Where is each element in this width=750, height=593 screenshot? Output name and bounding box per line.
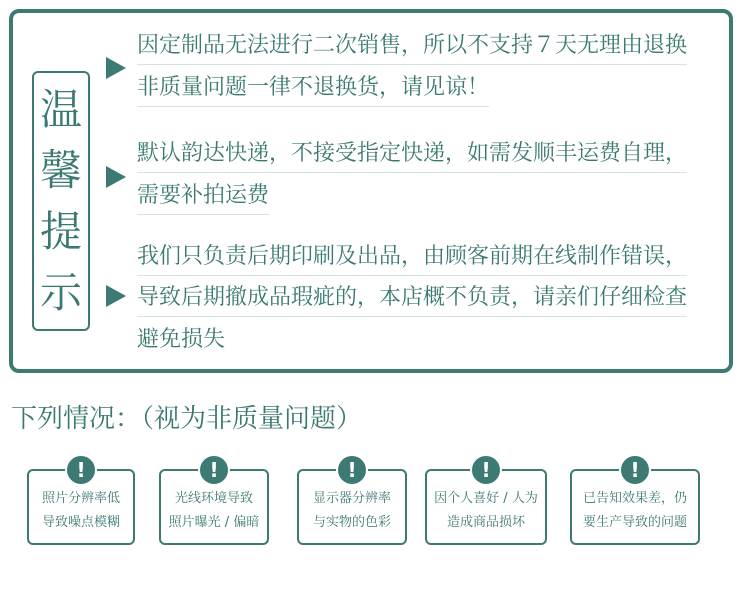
alert-icon: ! [336,454,368,486]
exception-card-line: 因个人喜好 / 人为 [434,491,538,506]
exception-card [159,458,269,545]
exception-card-line: 导致噪点模糊 [41,515,120,530]
alert-icon: ! [470,454,502,486]
notice-item-2-line-2: 需要补拍运费 [137,183,269,215]
notice-item-3-line-2: 导致后期撤成品瑕疵的，本店概不负责，请亲们仔细检查 [137,285,687,317]
exception-card-line: 显示器分辨率 [312,491,391,506]
exception-card [570,458,700,545]
exception-card [425,458,547,545]
notice-item-3-line-3: 避免损失 [137,327,226,352]
exception-card [27,458,135,545]
exceptions-heading: 下列情况：（视为非质量问题） [11,404,363,434]
alert-icon: ! [619,454,651,486]
notice-item-2-line-1: 默认韵达快递，不接受指定快递，如需发顺丰运费自理， [137,141,687,173]
alert-icon: ! [198,454,230,486]
triangle-bullet-icon [106,57,126,79]
exception-card-line: 光线环境导致 [174,491,253,506]
notice-title-box [32,71,90,331]
notice-title-char: 提 [39,206,82,256]
alert-icon: ! [65,454,97,486]
notice-item-1-line-2: 非质量问题一律不退换货，请见谅！ [137,75,489,107]
exception-card-line: 照片分辨率低 [41,491,120,506]
notice-panel [9,9,733,373]
notice-title-char: 馨 [39,145,82,195]
notice-title-char: 温 [39,84,82,134]
exception-card-line: 造成商品损坏 [446,515,525,530]
notice-title-char: 示 [39,267,82,317]
exception-card [297,458,407,545]
triangle-bullet-icon [106,285,126,307]
notice-item-1-line-1: 因定制品无法进行二次销售，所以不支持７天无理由退换 [137,33,687,65]
exception-card-line: 照片曝光 / 偏暗 [168,515,260,530]
exception-card-line: 已告知效果差，仍 [582,491,687,506]
exception-card-line: 要生产导致的问题 [582,515,687,530]
triangle-bullet-icon [106,166,126,188]
exception-card-line: 与实物的色彩 [312,515,391,530]
notice-item-3-line-1: 我们只负责后期印刷及出品，由顾客前期在线制作错误， [137,244,687,276]
